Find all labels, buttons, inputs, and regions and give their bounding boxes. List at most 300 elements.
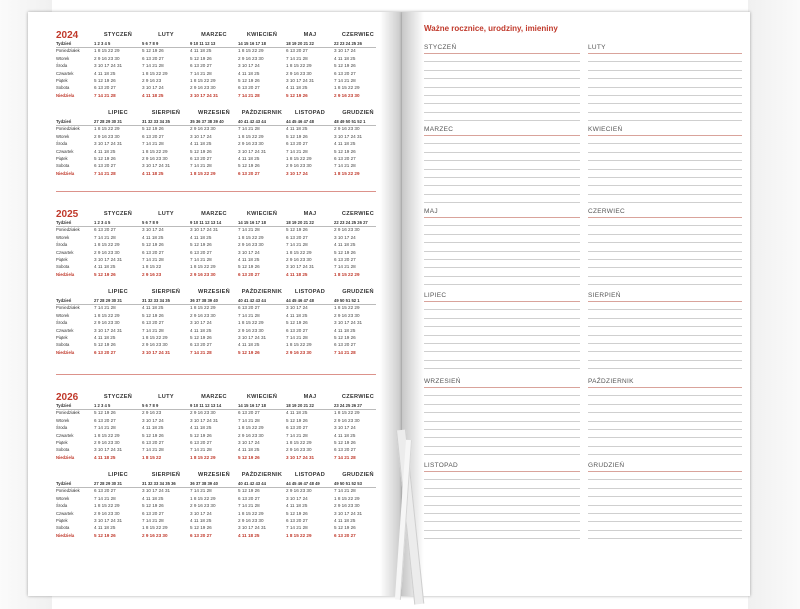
writing-line[interactable] xyxy=(588,259,742,260)
sunday-dates: 6 13 20 27 xyxy=(238,170,260,176)
writing-line[interactable] xyxy=(424,479,580,480)
sunday-dates: 3 10 17 24 xyxy=(286,170,308,176)
weekday-dates: 5 12 19 26 xyxy=(142,242,164,248)
writing-line[interactable] xyxy=(588,284,742,285)
week-numbers: 23 24 25 26 27 xyxy=(334,403,362,408)
month-lipiec xyxy=(94,287,142,356)
month-name: STYCZEŃ xyxy=(103,32,133,38)
writing-line[interactable] xyxy=(424,335,580,336)
month-wrzesień xyxy=(190,287,238,356)
weekday-dates: 3 10 17 24 31 xyxy=(142,488,171,494)
writing-line[interactable] xyxy=(424,471,580,472)
writing-line[interactable] xyxy=(424,351,580,352)
writing-line[interactable] xyxy=(424,242,580,243)
weekday-dates: 1 8 15 22 29 xyxy=(190,305,216,311)
writing-line[interactable] xyxy=(424,318,580,319)
writing-line[interactable] xyxy=(588,103,742,104)
writing-line[interactable] xyxy=(424,234,580,235)
month-name: CZERWIEC xyxy=(341,394,375,400)
writing-line[interactable] xyxy=(424,360,580,361)
sunday-dates: 6 13 20 27 xyxy=(334,532,356,538)
writing-line[interactable] xyxy=(588,309,742,310)
weekday-dates: 7 14 21 28 xyxy=(286,55,308,61)
writing-line[interactable] xyxy=(424,513,580,514)
weekday-dates: 3 10 17 24 xyxy=(142,417,164,423)
writing-line[interactable] xyxy=(588,53,742,54)
week-numbers: 18 19 20 21 22 xyxy=(286,220,314,225)
month-name: LUTY xyxy=(158,32,174,38)
weekday-dates: 4 11 18 25 xyxy=(142,425,164,431)
writing-line[interactable] xyxy=(588,496,742,497)
month-czerwiec xyxy=(334,30,382,99)
writing-line[interactable] xyxy=(424,177,580,178)
weekday-dates: 2 9 16 23 30 xyxy=(94,510,120,516)
weekday-dates: 6 13 20 27 xyxy=(94,488,116,494)
writing-line[interactable] xyxy=(424,496,580,497)
sunday-dates: 2 9 16 23 30 xyxy=(142,532,168,538)
month-name: GRUDZIEŃ xyxy=(342,472,374,478)
writing-line[interactable] xyxy=(588,343,742,344)
writing-line[interactable] xyxy=(588,217,742,218)
month-lipiec xyxy=(94,108,142,177)
writing-line[interactable] xyxy=(424,368,580,369)
weekday-dates: 7 14 21 28 xyxy=(190,488,212,494)
month-name: CZERWIEC xyxy=(341,211,375,217)
weekday-dates: 2 9 16 23 30 xyxy=(190,503,216,509)
month-name: LISTOPAD xyxy=(294,472,326,478)
writing-line[interactable] xyxy=(424,160,580,161)
weekday-label: Poniedziałek xyxy=(56,48,80,54)
month-marzec xyxy=(190,30,238,99)
weekday-dates: 1 8 15 22 29 xyxy=(334,495,360,501)
writing-line[interactable] xyxy=(424,521,580,522)
writing-line[interactable] xyxy=(424,70,580,71)
weekday-label: Poniedziałek xyxy=(56,410,80,416)
writing-line[interactable] xyxy=(424,454,580,455)
weekday-dates: 6 13 20 27 xyxy=(334,342,356,348)
weekday-dates: 1 8 15 22 29 xyxy=(94,242,120,248)
weekday-dates: 5 12 19 26 xyxy=(142,432,164,438)
writing-line[interactable] xyxy=(588,530,742,531)
weekday-label: Niedziela xyxy=(56,92,75,98)
month-październik xyxy=(238,108,286,177)
weekday-dates: 1 8 15 22 29 xyxy=(190,77,216,83)
writing-line[interactable] xyxy=(588,234,742,235)
week-numbers: 14 15 16 17 18 xyxy=(238,41,266,46)
week-numbers: 49 50 51 52 1 xyxy=(334,298,360,303)
weekday-label: Piątek xyxy=(56,256,68,262)
weekday-dates: 7 14 21 28 xyxy=(190,70,212,76)
writing-line[interactable] xyxy=(424,276,580,277)
weekday-dates: 7 14 21 28 xyxy=(190,256,212,262)
writing-line[interactable] xyxy=(588,194,742,195)
weekday-dates: 3 10 17 24 31 xyxy=(190,227,219,233)
writing-line[interactable] xyxy=(588,185,742,186)
weekday-dates: 7 14 21 28 xyxy=(94,495,116,501)
weekday-dates: 3 10 17 24 31 xyxy=(94,327,123,333)
weekday-dates: 7 14 21 28 xyxy=(94,425,116,431)
writing-line[interactable] xyxy=(588,479,742,480)
weekday-dates: 4 11 18 25 xyxy=(334,242,356,248)
weekday-dates: 4 11 18 25 xyxy=(238,447,260,453)
week-numbers: 40 41 42 43 44 xyxy=(238,481,266,486)
writing-line[interactable] xyxy=(588,513,742,514)
weekday-dates: 5 12 19 26 xyxy=(94,342,116,348)
weekday-dates: 2 9 16 23 30 xyxy=(142,342,168,348)
sunday-dates: 7 14 21 28 xyxy=(334,454,356,460)
month-label-lipiec: LIPIEC xyxy=(424,292,447,299)
writing-line[interactable] xyxy=(424,78,580,79)
writing-line[interactable] xyxy=(424,437,580,438)
week-numbers: 31 32 33 34 35 xyxy=(142,298,170,303)
weekday-dates: 7 14 21 28 xyxy=(286,242,308,248)
weekday-label: Piątek xyxy=(56,155,68,161)
writing-line[interactable] xyxy=(588,135,742,136)
writing-line[interactable] xyxy=(588,395,742,396)
weekday-label: Czwartek xyxy=(56,249,74,255)
month-name: MAJ xyxy=(303,394,317,400)
month-name: LISTOPAD xyxy=(294,110,326,116)
writing-line[interactable] xyxy=(424,404,580,405)
weekday-labels xyxy=(56,40,96,99)
weekday-label: Poniedziałek xyxy=(56,305,80,311)
writing-line[interactable] xyxy=(588,143,742,144)
week-numbers: 1 2 3 4 5 xyxy=(94,220,111,225)
writing-line[interactable] xyxy=(588,301,742,302)
sunday-dates: 5 12 19 26 xyxy=(238,454,260,460)
weekday-dates: 6 13 20 27 xyxy=(142,55,164,61)
weekday-label: Sobota xyxy=(56,447,70,453)
weekday-dates: 3 10 17 24 31 xyxy=(94,447,123,453)
weekday-dates: 4 11 18 25 xyxy=(286,410,308,416)
month-name: SIERPIEŃ xyxy=(151,472,181,478)
weekday-dates: 3 10 17 24 31 xyxy=(334,133,363,139)
weekday-dates: 2 9 16 23 30 xyxy=(238,517,264,523)
weekday-dates: 2 9 16 23 30 xyxy=(190,85,216,91)
weekday-dates: 1 8 15 22 29 xyxy=(238,234,264,240)
writing-line[interactable] xyxy=(424,538,580,539)
weekday-dates: 5 12 19 26 xyxy=(238,264,260,270)
weekday-dates: 4 11 18 25 xyxy=(94,264,116,270)
weekday-dates: 2 9 16 23 30 xyxy=(94,249,120,255)
writing-line[interactable] xyxy=(588,95,742,96)
weekday-dates: 3 10 17 24 31 xyxy=(94,256,123,262)
writing-line[interactable] xyxy=(588,446,742,447)
weekday-dates: 6 13 20 27 xyxy=(238,85,260,91)
writing-line[interactable] xyxy=(424,217,580,218)
month-listopad xyxy=(286,287,334,356)
writing-line[interactable] xyxy=(424,488,580,489)
writing-line[interactable] xyxy=(424,343,580,344)
weekday-dates: 5 12 19 26 xyxy=(190,148,212,154)
writing-line[interactable] xyxy=(588,267,742,268)
month-luty xyxy=(142,209,190,278)
month-label-grudzień: GRUDZIEŃ xyxy=(588,462,625,469)
weekday-dates: 2 9 16 23 30 xyxy=(94,133,120,139)
weekday-dates: 3 10 17 24 xyxy=(142,85,164,91)
month-grudzień xyxy=(334,287,382,356)
writing-line[interactable] xyxy=(588,160,742,161)
sunday-dates: 6 13 20 27 xyxy=(190,532,212,538)
month-listopad xyxy=(286,108,334,177)
week-numbers: 1 2 3 4 5 xyxy=(94,41,111,46)
month-październik xyxy=(238,470,286,539)
weekday-dates: 3 10 17 24 xyxy=(334,425,356,431)
weekday-dates: 7 14 21 28 xyxy=(238,417,260,423)
weekday-dates: 5 12 19 26 xyxy=(334,148,356,154)
weekday-dates: 5 12 19 26 xyxy=(142,312,164,318)
weekday-labels xyxy=(56,402,96,461)
writing-line[interactable] xyxy=(588,318,742,319)
weekday-label: Piątek xyxy=(56,334,68,340)
weekday-dates: 2 9 16 23 30 xyxy=(334,312,360,318)
weekday-dates: 4 11 18 25 xyxy=(190,234,212,240)
month-sierpień xyxy=(142,287,190,356)
writing-line[interactable] xyxy=(424,267,580,268)
writing-line[interactable] xyxy=(588,326,742,327)
weekday-label: Piątek xyxy=(56,77,68,83)
sunday-dates: 1 8 15 22 29 xyxy=(334,271,360,277)
weekday-dates: 7 14 21 28 xyxy=(142,517,164,523)
month-name: WRZESIEŃ xyxy=(198,110,230,116)
writing-line[interactable] xyxy=(424,284,580,285)
weekday-dates: 7 14 21 28 xyxy=(286,334,308,340)
month-name: SIERPIEŃ xyxy=(151,289,181,295)
writing-line[interactable] xyxy=(588,454,742,455)
month-label-kwiecień: KWIECIEŃ xyxy=(588,126,623,133)
writing-line[interactable] xyxy=(424,395,580,396)
weekday-label: Wtorek xyxy=(56,495,70,501)
weekday-dates: 1 8 15 22 29 xyxy=(238,48,264,54)
writing-line[interactable] xyxy=(424,309,580,310)
weekday-dates: 4 11 18 25 xyxy=(334,517,356,523)
weekday-dates: 4 11 18 25 xyxy=(94,525,116,531)
writing-line[interactable] xyxy=(424,194,580,195)
weekday-dates: 4 11 18 25 xyxy=(190,48,212,54)
weekday-dates: 5 12 19 26 xyxy=(190,55,212,61)
writing-line[interactable] xyxy=(424,505,580,506)
sunday-dates: 4 11 18 25 xyxy=(238,532,260,538)
weekday-dates: 3 10 17 24 xyxy=(238,439,260,445)
writing-line[interactable] xyxy=(588,429,742,430)
month-label-czerwiec: CZERWIEC xyxy=(588,208,625,215)
weekday-dates: 6 13 20 27 xyxy=(94,85,116,91)
month-name: PAŹDZIERNIK xyxy=(241,289,283,295)
writing-line[interactable] xyxy=(588,412,742,413)
month-name: LISTOPAD xyxy=(294,289,326,295)
week-numbers: 44 45 46 47 48 xyxy=(286,119,314,124)
writing-line[interactable] xyxy=(588,251,742,252)
weekday-dates: 1 8 15 22 xyxy=(142,264,162,270)
month-październik xyxy=(238,287,286,356)
writing-line[interactable] xyxy=(424,301,580,302)
writing-line[interactable] xyxy=(424,135,580,136)
writing-line[interactable] xyxy=(588,368,742,369)
weekday-dates: 3 10 17 24 xyxy=(334,234,356,240)
sunday-dates: 4 11 18 25 xyxy=(94,454,116,460)
weekday-dates: 3 10 17 24 xyxy=(286,495,308,501)
writing-line[interactable] xyxy=(588,521,742,522)
writing-line[interactable] xyxy=(588,505,742,506)
month-name: WRZESIEŃ xyxy=(198,289,230,295)
sunday-dates: 4 11 18 25 xyxy=(286,271,308,277)
month-sierpień xyxy=(142,470,190,539)
writing-line[interactable] xyxy=(588,360,742,361)
month-name: STYCZEŃ xyxy=(103,394,133,400)
writing-line[interactable] xyxy=(424,421,580,422)
month-lipiec xyxy=(94,470,142,539)
writing-line[interactable] xyxy=(588,70,742,71)
month-name: WRZESIEŃ xyxy=(198,472,230,478)
weekday-dates: 7 14 21 28 xyxy=(238,126,260,132)
writing-line[interactable] xyxy=(588,177,742,178)
weekday-dates: 5 12 19 26 xyxy=(286,320,308,326)
month-name: MARZEC xyxy=(201,394,227,400)
weekday-dates: 1 8 15 22 29 xyxy=(190,264,216,270)
weekday-label: Piątek xyxy=(56,439,68,445)
writing-line[interactable] xyxy=(588,351,742,352)
weekday-dates: 1 8 15 22 29 xyxy=(94,312,120,318)
weekday-label: Piątek xyxy=(56,517,68,523)
week-numbers: 44 45 46 47 48 xyxy=(286,298,314,303)
weekday-dates: 4 11 18 25 xyxy=(334,432,356,438)
month-sierpień xyxy=(142,108,190,177)
writing-line[interactable] xyxy=(424,103,580,104)
weekday-dates: 2 9 16 23 30 xyxy=(334,227,360,233)
weekday-dates: 4 11 18 25 xyxy=(94,148,116,154)
year-separator xyxy=(56,374,376,375)
weekday-dates: 2 9 16 23 30 xyxy=(286,256,312,262)
writing-line[interactable] xyxy=(424,251,580,252)
writing-line[interactable] xyxy=(588,120,742,121)
weekday-dates: 3 10 17 24 31 xyxy=(94,141,123,147)
writing-line[interactable] xyxy=(588,152,742,153)
week-number-label: Tydzień xyxy=(56,119,72,124)
writing-line[interactable] xyxy=(424,446,580,447)
writing-line[interactable] xyxy=(588,421,742,422)
week-numbers: 27 28 29 30 31 xyxy=(94,298,122,303)
writing-line[interactable] xyxy=(588,387,742,388)
writing-line[interactable] xyxy=(424,61,580,62)
weekday-dates: 5 12 19 26 xyxy=(334,439,356,445)
weekday-dates: 5 12 19 26 xyxy=(94,410,116,416)
sunday-dates: 5 12 19 26 xyxy=(94,271,116,277)
writing-line[interactable] xyxy=(588,61,742,62)
weekday-dates: 2 9 16 23 30 xyxy=(94,55,120,61)
weekday-dates: 7 14 21 28 xyxy=(334,77,356,83)
sunday-dates: 5 12 19 26 xyxy=(286,92,308,98)
weekday-label: Niedziela xyxy=(56,271,75,277)
writing-line[interactable] xyxy=(424,387,580,388)
writing-line[interactable] xyxy=(424,202,580,203)
week-numbers: 9 10 11 12 13 xyxy=(190,41,216,46)
writing-line[interactable] xyxy=(424,259,580,260)
weekday-dates: 4 11 18 25 xyxy=(190,141,212,147)
weekday-label: Poniedziałek xyxy=(56,227,80,233)
weekday-dates: 4 11 18 25 xyxy=(334,327,356,333)
year-calendar-2025 xyxy=(56,209,376,379)
writing-line[interactable] xyxy=(424,120,580,121)
weekday-label: Wtorek xyxy=(56,55,70,61)
writing-line[interactable] xyxy=(424,95,580,96)
weekday-labels xyxy=(56,297,96,356)
weekday-dates: 6 13 20 27 xyxy=(142,439,164,445)
weekday-dates: 5 12 19 26 xyxy=(334,525,356,531)
writing-line[interactable] xyxy=(588,276,742,277)
writing-line[interactable] xyxy=(588,112,742,113)
writing-line[interactable] xyxy=(588,202,742,203)
writing-line[interactable] xyxy=(424,412,580,413)
sunday-dates: 3 10 17 24 31 xyxy=(286,454,315,460)
weekday-dates: 4 11 18 25 xyxy=(142,234,164,240)
weekday-dates: 6 13 20 27 xyxy=(190,63,212,69)
writing-line[interactable] xyxy=(424,326,580,327)
writing-line[interactable] xyxy=(588,78,742,79)
writing-line[interactable] xyxy=(588,169,742,170)
weekday-label: Czwartek xyxy=(56,432,74,438)
month-name: KWIECIEŃ xyxy=(246,394,278,400)
weekday-dates: 5 12 19 26 xyxy=(190,432,212,438)
weekday-labels xyxy=(56,219,96,278)
weekday-dates: 2 9 16 23 30 xyxy=(334,417,360,423)
weekday-dates: 1 8 15 22 29 xyxy=(142,148,168,154)
weekday-dates: 4 11 18 25 xyxy=(286,503,308,509)
writing-line[interactable] xyxy=(424,143,580,144)
month-label-sierpień: SIERPIEŃ xyxy=(588,292,621,299)
week-numbers: 14 15 16 17 18 xyxy=(238,220,266,225)
writing-line[interactable] xyxy=(424,429,580,430)
month-maj xyxy=(286,392,334,461)
sunday-dates: 2 9 16 23 xyxy=(142,271,162,277)
writing-line[interactable] xyxy=(588,225,742,226)
writing-line[interactable] xyxy=(588,488,742,489)
weekday-dates: 2 9 16 23 30 xyxy=(334,503,360,509)
writing-line[interactable] xyxy=(424,185,580,186)
weekday-dates: 1 8 15 22 29 xyxy=(190,495,216,501)
writing-line[interactable] xyxy=(588,87,742,88)
writing-line[interactable] xyxy=(424,169,580,170)
writing-line[interactable] xyxy=(424,225,580,226)
writing-line[interactable] xyxy=(588,242,742,243)
weekday-dates: 2 9 16 23 30 xyxy=(190,410,216,416)
writing-line[interactable] xyxy=(424,530,580,531)
weekday-dates: 2 9 16 23 30 xyxy=(94,439,120,445)
month-name: SIERPIEŃ xyxy=(151,110,181,116)
month-name: KWIECIEŃ xyxy=(246,32,278,38)
writing-line[interactable] xyxy=(588,538,742,539)
week-numbers: 14 15 16 17 18 xyxy=(238,403,266,408)
weekday-dates: 3 10 17 24 xyxy=(190,510,212,516)
weekday-label: Środa xyxy=(56,503,68,509)
writing-line[interactable] xyxy=(588,335,742,336)
month-luty xyxy=(142,30,190,99)
writing-line[interactable] xyxy=(424,112,580,113)
weekday-dates: 1 8 15 22 29 xyxy=(238,133,264,139)
year-label: 2026 xyxy=(56,392,79,403)
weekday-label: Środa xyxy=(56,320,68,326)
weekday-label: Niedziela xyxy=(56,532,75,538)
writing-line[interactable] xyxy=(588,404,742,405)
week-numbers: 5 6 7 8 9 xyxy=(142,403,159,408)
weekday-dates: 1 8 15 22 29 xyxy=(94,48,120,54)
writing-line[interactable] xyxy=(424,152,580,153)
weekday-dates: 7 14 21 28 xyxy=(142,141,164,147)
weekday-dates: 4 11 18 25 xyxy=(286,85,308,91)
writing-line[interactable] xyxy=(588,437,742,438)
writing-line[interactable] xyxy=(424,53,580,54)
writing-line[interactable] xyxy=(588,471,742,472)
writing-line[interactable] xyxy=(424,87,580,88)
